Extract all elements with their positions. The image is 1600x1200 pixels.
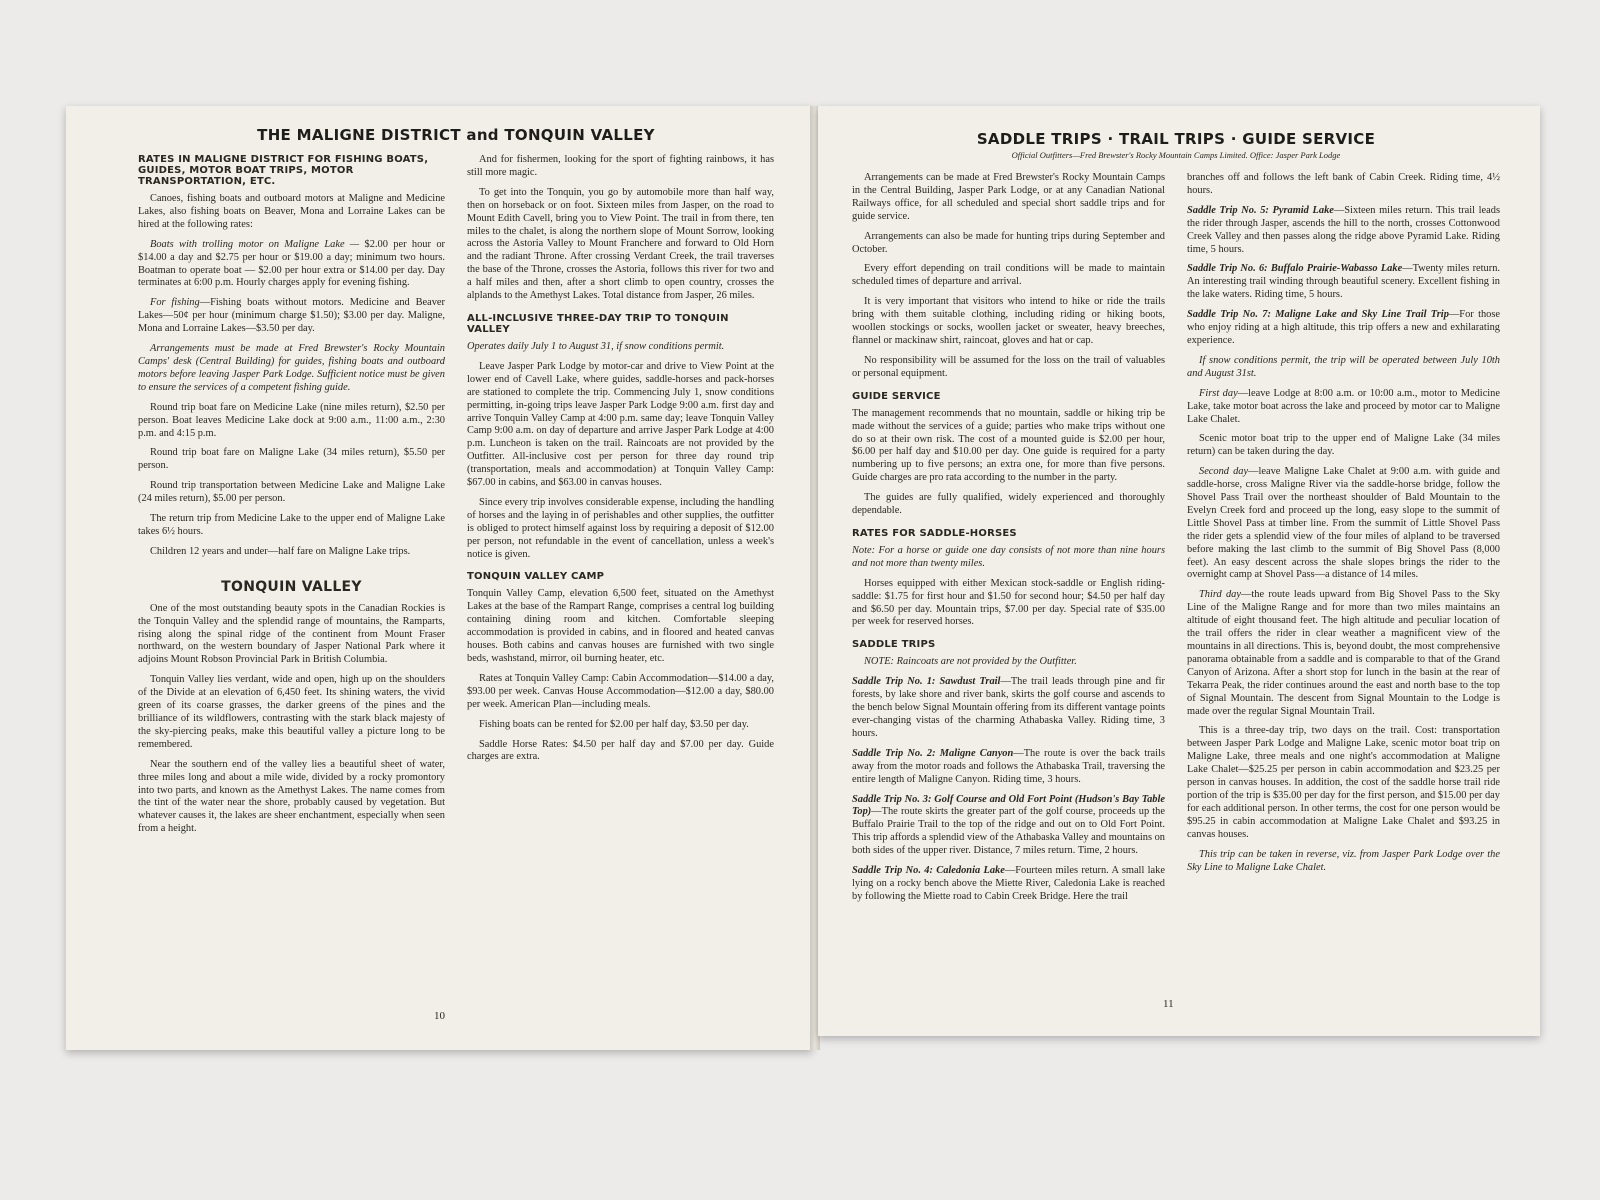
paragraph: branches off and follows the left bank of Cabin Creek. Riding time, 4½ hours. xyxy=(1187,172,1500,196)
paragraph: Round trip boat fare on Medicine Lake (nine miles return), $2.50 per person. Boat leaves Medicine Lake dock at 9:00 a.m., 11:00 a.m., 2:30 p.m. and 4:15 p.m. xyxy=(138,401,445,439)
day-text: —leave Maligne Lake Chalet at 9:00 a.m. with guide and saddle-horse, cross Maligne River via the saddle-horse bridge, follow the Shovel Pass Trail over the northeast shoulder of Bald Mountain to the Evelyn Creek ford and proceed up the long, easy slope to the summit of Little Shovel Pass at timber line. From the summit of Little Shovel Pass the rider gets a splendid view of the four miles of alpland to be traversed before making the last climb to the summit of Big Shovel Pass (8,000 feet). An easy descent across the shale slopes brings the rider to the overnight camp at Shovel Pass—a distance of 14 miles. xyxy=(1187,466,1501,581)
paragraph: Round trip transportation between Medicine Lake and Maligne Lake (24 miles return), $5.00 per person. xyxy=(138,480,445,505)
paragraph: If snow conditions permit, the trip will be operated between July 10th and August 31st. xyxy=(1187,354,1500,379)
trip-text: —The trail leads through pine and fir forests, by lake shore and river bank, skirts the golf course and ascends to the bench below Signal Mountain offering from its different vantage points ever-changing vistas of the charming Athabaska Valley. Riding time, 3 hours. xyxy=(852,676,1165,739)
saddle-trips-heading: SADDLE TRIPS xyxy=(852,639,936,651)
saddle-trip-7 xyxy=(1187,309,1500,348)
page-number: 10 xyxy=(434,1010,445,1022)
trip-label: Saddle Trip No. 5: Pyramid Lake xyxy=(1187,204,1334,216)
rates-heading: RATES IN MALIGNE DISTRICT FOR FISHING BOATS, GUIDES, MOTOR BOAT TRIPS, MOTOR TRANSPORTATION, ETC. xyxy=(138,154,429,187)
day-label: First day xyxy=(1199,387,1238,399)
left-column-1 xyxy=(138,154,445,843)
guide-service-heading: GUIDE SERVICE xyxy=(852,390,941,402)
page-title: SADDLE TRIPS · TRAIL TRIPS · GUIDE SERVICE xyxy=(976,130,1376,148)
day-text: —the route leads upward from Big Shovel Pass to the Sky Line of the Maligne Range and for more than two miles maintains an altitude of eight thousand feet. The high altitude and peculiar location of the trail offers the rider in clear weather a magnificent view of the mountains in all directions. This is, beyond doubt, the most comprehensive panorama obtainable from a saddle and is comparable to that of the Grand Canyon of Arizona. After a short stop for lunch in the basin at the rear of Tekarra Peak, the rider continues around the east and north base to the top of Signal Mountain. The descent from Signal Mountain to the Lodge is made over the regular Signal Mountain Trail. xyxy=(1187,589,1500,717)
right-column-2 xyxy=(1187,172,1500,911)
day-label: Third day xyxy=(1199,589,1241,601)
trip-label: Saddle Trip No. 4: Caledonia Lake xyxy=(852,865,1005,877)
paragraph-text: $2.00 per hour or $14.00 a day and $2.75 per hour or $19.00 a day; minimum two hours. Boatman to operate boat — $2.00 per hour extra or $14.00 per day. Day terminates at 6:00 p.m. Hourly charges apply for evening fishing. xyxy=(138,238,445,289)
paragraph-label: For fishing xyxy=(150,297,200,309)
saddle-horse-rates-heading: RATES FOR SADDLE-HORSES xyxy=(852,527,1017,539)
left-page xyxy=(66,106,812,1050)
paragraph: Tonquin Valley Camp, elevation 6,500 feet, situated on the Amethyst Lakes at the base of the Rampart Range, comprises a central log building containing dining room and kitchen. Comfortable sleeping accommodation is provided in cabins, and in floored and heated canvas houses. Both cabins and canvas houses are furnished with two single beds, washstand, mirror, oil burning heater, etc. xyxy=(467,588,774,664)
right-page xyxy=(818,106,1540,1036)
paragraph: The guides are fully qualified, widely experienced and thoroughly dependable. xyxy=(852,492,1165,517)
saddle-trip-5 xyxy=(1187,205,1500,257)
trip-text: —The route is over the back trails away from the motor roads and follows the Athabaska Trail, traversing the entire length of Maligne Canyon. Riding time, 3 hours. xyxy=(852,747,1165,785)
trip-text: —For those who enjoy riding at a high altitude, this trip offers a new and exhilarating experience. xyxy=(1187,309,1501,346)
paragraph: Canoes, fishing boats and outboard motors at Maligne and Medicine Lakes, also fishing boats on Beaver, Mona and Lorraine Lakes can be hired at the following rates: xyxy=(138,193,445,230)
trip-label: Saddle Trip No. 6: Buffalo Prairie-Wabasso Lake xyxy=(1187,263,1403,275)
page-title: THE MALIGNE DISTRICT and TONQUIN VALLEY xyxy=(257,126,655,144)
paragraph: Scenic motor boat trip to the upper end of Maligne Lake (34 miles return) can be taken during the day. xyxy=(1187,433,1500,458)
paragraph xyxy=(138,297,445,336)
paragraph: And for fishermen, looking for the sport of fighting rainbows, it has still more magic. xyxy=(467,154,774,178)
paragraph xyxy=(1187,388,1500,427)
paragraph-label: Boats with trolling motor on Maligne Lake — xyxy=(150,238,360,250)
trip-label: Saddle Trip No. 2: Maligne Canyon xyxy=(852,747,1014,759)
paragraph: This is a three-day trip, two days on the trail. Cost: transportation between Jasper Park Lodge and Maligne Lake, scenic motor boat trip on Maligne Lake, three meals and one night's accommodation at Maligne Lake Chalet—$25.25 per person in cabin accommodation and $23.25 per person in canvas houses. In addition, the cost of the saddle horse trail ride portion of the trip is $35.00 per day for the first person, and $15.00 per day for each additional person. In other terms, the cost for one person would be $95.25 in cabin accommodation at Maligne Lake Chalet and $93.25 in canvas houses. xyxy=(1187,725,1500,840)
paragraph: Near the southern end of the valley lies a beautiful sheet of water, three miles long and about a mile wide, divided by a rocky promontory into two parts, and known as the Amethyst Lakes. The name comes from the tint of the water near the shore, probably caused by vegetation. But whatever causes it, the lakes are sheer enchantment, especially when seen from a height. xyxy=(138,758,445,835)
saddle-trip-2 xyxy=(852,748,1165,787)
saddle-trip-3 xyxy=(852,794,1165,859)
all-inclusive-heading: ALL-INCLUSIVE THREE-DAY TRIP TO TONQUIN VALLEY xyxy=(467,312,729,335)
paragraph xyxy=(1187,466,1500,582)
paragraph: Arrangements can also be made for hunting trips during September and October. xyxy=(852,230,1165,255)
day-label: Second day xyxy=(1199,466,1249,478)
brochure-spread xyxy=(66,106,1540,1050)
paragraph: Rates at Tonquin Valley Camp: Cabin Accommodation—$14.00 a day, $93.00 per week. Canvas House Accommodation—$12.00 a day, $80.00 per week. American Plan—including meals. xyxy=(467,672,774,710)
paragraph: Arrangements can be made at Fred Brewster's Rocky Mountain Camps in the Central Building, Jasper Park Lodge, or at any Canadian National Railways office, for all scheduled and special short saddle trips and for guide service. xyxy=(852,172,1165,222)
paragraph: Saddle Horse Rates: $4.50 per half day and $7.00 per day. Guide charges are extra. xyxy=(467,738,774,763)
paragraph: Horses equipped with either Mexican stock-saddle or English riding-saddle: $1.75 for first hour and $1.50 for second hour; $4.50 per half day and $6.50 per day. Mountain trips, $7.00 per day. Special rate of $35.00 per week for reserved horses. xyxy=(852,577,1165,628)
paragraph xyxy=(138,239,445,291)
paragraph: No responsibility will be assumed for the loss on the trail of valuables or personal equipment. xyxy=(852,354,1165,379)
tonquin-heading: TONQUIN VALLEY xyxy=(221,578,362,595)
trip-text: —Sixteen miles return. This trail leads the rider through Jasper, ascends the hill to the north, crosses Cottonwood Creek Valley and then passes along the ridge above Pyramid Lake. Riding time, 5 hours. xyxy=(1187,204,1500,255)
day-text: —leave Lodge at 8:00 a.m. or 10:00 a.m., motor to Medicine Lake, take motor boat across the lake and proceed by motor car to Maligne Lake Chalet. xyxy=(1187,387,1500,425)
saddle-trip-6 xyxy=(1187,263,1500,302)
paragraph xyxy=(1187,589,1500,718)
paragraph: Operates daily July 1 to August 31, if snow conditions permit. xyxy=(467,340,725,352)
paragraph: NOTE: Raincoats are not provided by the Outfitter. xyxy=(864,656,1077,668)
trip-label: Saddle Trip No. 3: Golf Course and Old Fort Point (Hudson's Bay Table Top) xyxy=(852,793,1165,818)
saddle-trip-1 xyxy=(852,676,1165,741)
trip-label: Saddle Trip No. 1: Sawdust Trail xyxy=(852,676,1001,688)
paragraph: Round trip boat fare on Maligne Lake (34 miles return), $5.50 per person. xyxy=(138,447,445,472)
camp-heading: TONQUIN VALLEY CAMP xyxy=(467,571,605,583)
paragraph: Note: For a horse or guide one day consists of not more than nine hours and not more than twenty miles. xyxy=(852,544,1165,569)
paragraph: Tonquin Valley lies verdant, wide and open, high up on the shoulders of the Divide at an elevation of 6,450 feet. Its shining waters, the vivid green of its coarse grasses, the darker greens of the pines and the brilliance of its wildflowers, contrasting with the stark black majesty of the sky-piercing peaks, make this beautiful valley a picture long to be remembered. xyxy=(138,674,445,750)
page-number: 11 xyxy=(1163,998,1174,1010)
paragraph: Since every trip involves considerable expense, including the handling of horses and the laying in of perishables and other supplies, the outfitter is obliged to protect himself against loss by requiring a deposit of $12.00 per person, not refundable in the event of cancellation, unless a week's notice is given. xyxy=(467,496,774,560)
paragraph: It is very important that visitors who intend to hike or ride the trails bring with them suitable clothing, including riding or hiking boots, woollen stockings or socks, woollen jacket or sweater, heavy breeches, flannel or mackinaw shirt, raincoat, gloves and hat or cap. xyxy=(852,296,1165,346)
trip-text: —Fourteen miles return. A small lake lying on a rocky bench above the Miette River, Caledonia Lake is reached by following the Miette road to Cabin Creek Bridge. Here the trail xyxy=(852,865,1165,902)
trip-label: Saddle Trip No. 7: Maligne Lake and Sky Line Trail Trip xyxy=(1187,309,1449,321)
paragraph: The management recommends that no mountain, saddle or hiking trip be made without the services of a guide; parties who make trips without one do so at their own risk. The cost of a mounted guide is $2.00 per hour, $6.00 per half day and $10.00 per day. One guide is required for a party numbering up to five persons; an extra one, for more than five persons. Guide charges are pro rata according to the number in the party. xyxy=(852,407,1165,484)
paragraph: Arrangements must be made at Fred Brewster's Rocky Mountain Camps' desk (Central Building) for guides, fishing boats and outboard motors before leaving Jasper Park Lodge. Sufficient notice must be given to ensure the services of a competent fishing guide. xyxy=(138,343,445,393)
paragraph: To get into the Tonquin, you go by automobile more than half way, then on horseback or on foot. Sixteen miles from Jasper, on the road to Mount Edith Cavell, bring you to View Point. The trail in from there, ten miles to the chalet, is along the northern slope of Mount Sorrow, looking across the Astoria Valley to Mount Franchere and forward to Old Horn and the radiant Throne. After crossing Verdant Creek, the trail traverses the base of the Throne, crosses the Astoria, follows this river for two and a half miles and then, after a short climb to open country, crosses the alplands to the Amethyst Lakes. Total distance from Jasper, 26 miles. xyxy=(467,186,774,302)
paragraph: The return trip from Medicine Lake to the upper end of Maligne Lake takes 6½ hours. xyxy=(138,513,445,537)
paragraph: This trip can be taken in reverse, viz. from Jasper Park Lodge over the Sky Line to Maligne Lake Chalet. xyxy=(1187,848,1500,873)
trip-text: —The route skirts the greater part of the golf course, proceeds up the Buffalo Prairie Trail to the top of the ridge and out on to Old Fort Point. This trip affords a splendid view of the Athabaska Valley and mountains on both sides of the upper river. Distance, 7 miles return. Time, 2 hours. xyxy=(852,806,1166,857)
saddle-trip-4 xyxy=(852,865,1165,904)
official-outfitters-line: Official Outfitters—Fred Brewster's Rocky Mountain Camps Limited. Office: Jasper Park Lodge xyxy=(1011,150,1341,160)
paragraph: Leave Jasper Park Lodge by motor-car and drive to View Point at the lower end of Cavell Lake, where guides, saddle-horses and pack-horses are stationed to complete the trip. Commencing July 1, snow conditions permitting, in-going trips leave Jasper Park Lodge 9:00 a.m. first day and arrive Tonquin Valley Camp at 4:00 p.m. same day; leave Tonquin Valley Camp 9:00 a.m. on day of departure and arrive Jasper Park Lodge at 4:00 p.m. Luncheon is taken on the trail. Raincoats are not provided by the Outfitter. All-inclusive cost per person for three day round trip (transportation, meals and accommodation) at Tonquin Valley Camp: $67.00 in cabins, and $63.00 in canvas houses. xyxy=(467,360,774,489)
paragraph: Fishing boats can be rented for $2.00 per half day, $3.50 per day. xyxy=(479,718,749,730)
trip-text: —Twenty miles return. An interesting trail winding through beautiful scenery. Excellent fishing in the lake waters. Riding time, 5 hours. xyxy=(1187,263,1500,301)
paragraph: Children 12 years and under—half fare on Maligne Lake trips. xyxy=(150,545,411,557)
paragraph: One of the most outstanding beauty spots in the Canadian Rockies is the Tonquin Valley and the splendid range of mountains, the Ramparts, rising along the spinal ridge of the continent from Mount Fraser northward, on the western boundary of Jasper National Park where it adjoins Mount Robson Provincial Park in British Columbia. xyxy=(138,602,445,666)
left-column-2 xyxy=(467,154,774,843)
paragraph-text: —Fishing boats without motors. Medicine and Beaver Lakes—50¢ per hour (minimum charge $1.50); $3.00 per day. Maligne, Mona and Lorraine Lakes—$3.50 per day. xyxy=(138,297,445,335)
paragraph: Every effort depending on trail conditions will be made to maintain scheduled times of departure and arrival. xyxy=(852,263,1165,288)
right-column-1 xyxy=(852,172,1165,911)
